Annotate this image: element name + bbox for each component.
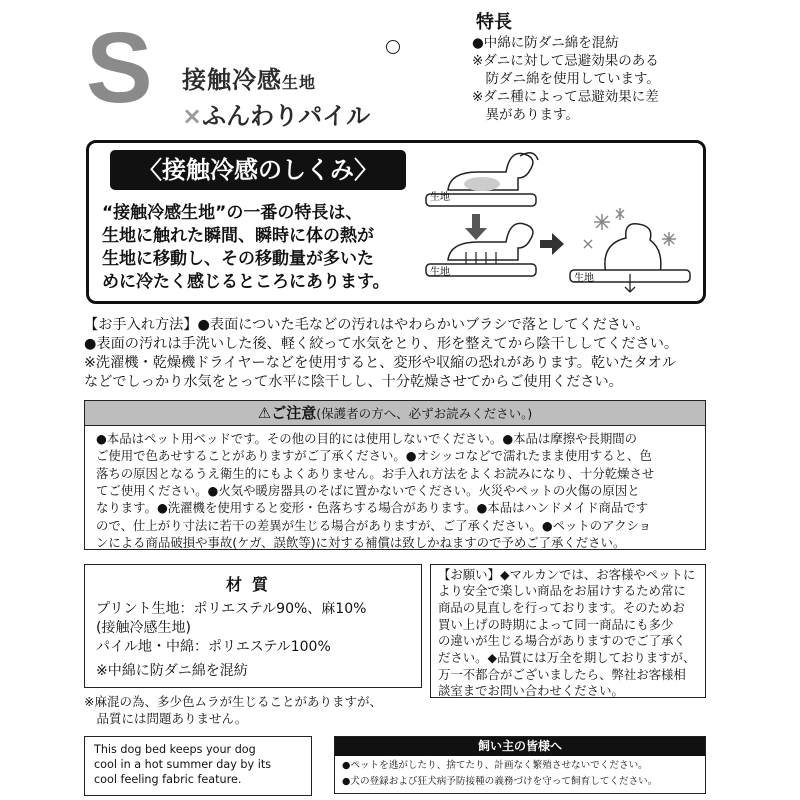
arrow-down-icon <box>465 214 487 240</box>
caution-line: ので、仕上がり寸法に若干の差異が生じる場合がありますが、ご了承ください。●ペットのアクショ <box>96 518 652 533</box>
diagram-label-fabric: 生地 <box>574 273 594 284</box>
caution-subheading: (保護者の方へ、必ずお読みください。) <box>316 406 533 421</box>
product-title-main <box>182 60 316 95</box>
caution-line: なります。●洗濯機を使用すると変形・色落ちする場合があります。●本品はハンドメイド商品です <box>96 500 649 515</box>
diagram-label-fabric: 生地 <box>430 192 450 203</box>
request-line: より安全で楽しい商品をお届けするため常に <box>438 583 686 598</box>
material-line: パイル地・中綿：ポリエステル100% <box>96 639 331 655</box>
arrow-right-icon <box>540 233 564 255</box>
english-line: cool in a hot summer day by its <box>94 758 272 771</box>
caution-line: ご使用で色あせすることがありますがご了承ください。●オシッコなどで濡れたまま使用すると、色 <box>96 448 652 463</box>
request-line: 買い上げの時期によって同一商品にも多少 <box>438 617 674 632</box>
material-heading: 材質 <box>225 575 278 594</box>
request-line: の違いが生じる場合がありますのでご了承く <box>438 633 686 648</box>
owner-line: ●ペットを逃がしたり、捨てたり、計画なく繁殖させないでください。 <box>342 760 648 771</box>
owner-line: ●犬の登録および狂犬病予防接種の義務づけを守って飼育してください。 <box>342 776 658 787</box>
size-letter: S <box>86 12 153 124</box>
caution-line: 落ちの原因となるうえ衛生的にもよくありません。お手入れ方法をよくお読みになり、十分乾燥させ <box>96 466 655 481</box>
material-footnote: ※麻混の為、多少色ムラが生じることがありますが、 <box>84 694 382 709</box>
features-heading: 特長 <box>476 12 512 33</box>
material-line: (接触冷感生地) <box>96 620 191 636</box>
english-line: cool feeling fabric feature. <box>94 773 242 786</box>
request-line: ださい。◆品質には万全を期しておりますが、 <box>438 650 696 665</box>
product-title-second <box>182 96 370 131</box>
mechanism-text-line: めに冷たく感じるところにあります。 <box>102 272 390 292</box>
request-line: 談室までお問い合わせください。 <box>438 683 624 698</box>
mechanism-text-line: “接触冷感生地”の一番の特長は、 <box>102 203 363 223</box>
mechanism-text-line: 生地に触れた瞬間、瞬時に体の熱が <box>102 226 374 246</box>
mechanism-title: 〈接触冷感のしくみ〉 <box>110 150 406 190</box>
title-cross: × <box>182 102 203 130</box>
material-note: ※中綿に防ダニ綿を混紡 <box>96 663 248 679</box>
title-main-suffix: 生地 <box>282 73 317 92</box>
request-line: 万一不都合がございましたら、弊社お客様相 <box>438 667 686 682</box>
caution-header <box>85 401 705 426</box>
care-line: 【お手入れ方法】●表面についた毛などの汚れはやわらかいブラシで落としてください。 <box>84 317 650 333</box>
dog-sitting-icon <box>605 224 661 274</box>
features-line: ※ダニ種によって忌避効果に差 <box>472 89 659 105</box>
diagram-label-fabric: 生地 <box>430 267 450 278</box>
cooling-diagram <box>420 144 700 296</box>
dog-lying-icon <box>448 153 538 191</box>
caution-line: ンによる商品破損や事故(ケガ、誤飲等)に対する補償は致しかねますので予めご了承ください。 <box>96 535 626 550</box>
care-line: ●表面の汚れは手洗いした後、軽く絞って水気をとり、形を整えてから陰干ししてください。 <box>84 336 679 352</box>
material-footnote: 品質には問題ありません。 <box>84 711 248 726</box>
features-line: ●中綿に防ダニ綿を混紡 <box>472 35 619 51</box>
material-line: プリント生地：ポリエステル90%、麻10% <box>96 601 367 617</box>
caution-heading: ⚠ご注意 <box>257 404 317 422</box>
owner-heading: 飼い主の皆様へ <box>335 737 705 756</box>
dog-lying-heat-icon <box>448 223 533 266</box>
features-line: 異があります。 <box>472 107 579 123</box>
care-line: ※洗濯機・乾燥機ドライヤーなどを使用すると、変形や収縮の恐れがあります。乾いたタオル <box>84 355 677 371</box>
request-line: 【お願い】◆マルカンでは、お客様やペットに <box>438 567 696 582</box>
english-line: This dog bed keeps your dog <box>94 743 256 756</box>
title-second-text: ふんわりパイル <box>202 102 371 130</box>
features-line: 防ダニ綿を使用しています。 <box>472 71 660 87</box>
caution-line: てご使用ください。●火気や暖房器具のそばに置かないでください。火災やペットの火傷の原因と <box>96 483 640 498</box>
title-main-text: 接触冷感 <box>182 66 282 94</box>
hang-hole-icon <box>386 40 400 54</box>
request-line: 商品の見直しを行っております。そのためお <box>438 600 685 615</box>
care-line: などでしっかり水気をとって水平に陰干しし、十分乾燥させてからご使用ください。 <box>84 374 623 390</box>
mechanism-text-line: 生地に移動し、その移動量が多いた <box>102 249 374 269</box>
features-line: ※ダニに対して忌避効果のある <box>472 53 659 69</box>
caution-line: ●本品はペット用ベッドです。その他の目的には使用しないでください。●本品は摩擦や長期間の <box>96 431 638 446</box>
